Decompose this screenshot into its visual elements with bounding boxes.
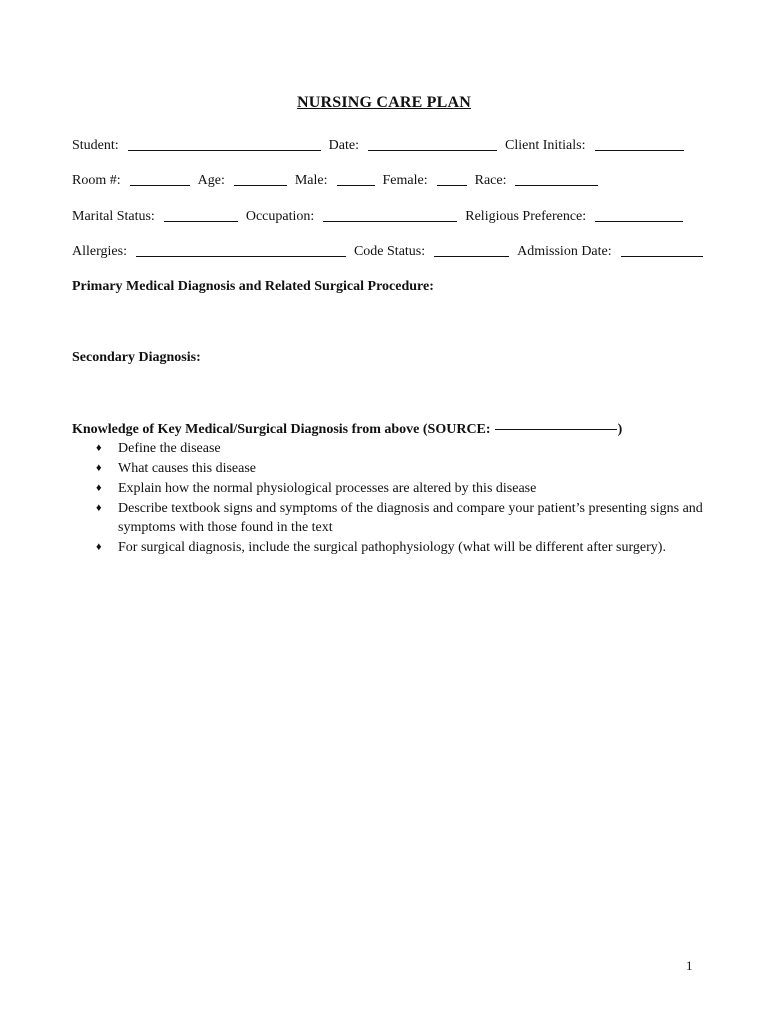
occupation-label: Occupation: [245,209,315,224]
admission-info-row [72,240,728,260]
diamond-bullet-icon: ♦ [96,462,102,474]
age-blank[interactable] [234,184,287,186]
admission-date-blank[interactable] [621,255,703,257]
code-status-blank[interactable] [434,255,509,257]
age-field [198,173,287,189]
marital-status-blank[interactable] [164,220,238,222]
age-label: Age: [197,173,225,188]
religious-preference-label: Religious Preference: [465,209,587,224]
diamond-bullet-icon: ♦ [96,482,102,494]
student-field [72,138,321,154]
date-blank[interactable] [368,149,497,151]
bullet-text: For surgical diagnosis, include the surgical pathophysiology (what will be different after surgery). [118,540,666,555]
marital-status-field [72,209,238,225]
religious-preference-field [465,209,683,225]
document-title: NURSING CARE PLAN [296,94,472,111]
admission-date-field [517,244,703,260]
source-blank[interactable] [495,428,617,430]
bullet-text: Define the disease [118,441,221,456]
code-status-field [354,244,509,260]
diamond-bullet-icon: ♦ [96,541,102,553]
date-label: Date: [328,138,359,153]
student-blank[interactable] [128,149,321,151]
bullet-text: Explain how the normal physiological processes are altered by this disease [118,481,537,496]
race-label: Race: [474,173,507,188]
room-blank[interactable] [130,184,190,186]
code-status-label: Code Status: [353,244,426,259]
allergies-label: Allergies: [72,244,127,259]
knowledge-heading [72,422,622,438]
race-field [475,173,599,189]
female-blank[interactable] [437,184,467,186]
male-label: Male: [294,173,328,188]
primary-diagnosis-heading: Primary Medical Diagnosis and Related Surgical Procedure: [72,279,434,294]
room-label: Room #: [72,173,121,188]
male-blank[interactable] [337,184,375,186]
list-item [96,439,728,458]
bullet-text: Describe textbook signs and symptoms of the diagnosis and compare your patient’s presenting signs and symptoms with those found in the text [118,501,703,535]
race-blank[interactable] [515,184,598,186]
list-item [96,538,728,557]
occupation-field [246,209,457,225]
secondary-diagnosis-heading: Secondary Diagnosis: [72,350,201,365]
female-field [383,173,467,189]
page-number: 1 [686,958,693,973]
religious-preference-blank[interactable] [595,220,683,222]
diamond-bullet-icon: ♦ [96,502,102,514]
student-info-row [72,134,728,154]
client-initials-blank[interactable] [595,149,684,151]
demographics-row [72,169,728,189]
student-label: Student: [72,138,119,153]
female-label: Female: [382,173,428,188]
male-field [295,173,375,189]
personal-info-row [72,205,728,225]
allergies-field [72,244,346,260]
admission-date-label: Admission Date: [517,244,612,259]
list-item [96,479,728,498]
knowledge-bullet-list [96,439,728,558]
knowledge-heading-text: Knowledge of Key Medical/Surgical Diagnosis from above (SOURCE: [72,422,491,437]
knowledge-heading-close: ) [617,422,623,437]
occupation-blank[interactable] [323,220,457,222]
bullet-text: What causes this disease [118,461,257,476]
allergies-blank[interactable] [136,255,346,257]
list-item [96,459,728,478]
marital-status-label: Marital Status: [72,209,155,224]
room-field [72,173,190,189]
list-item [96,499,728,537]
client-initials-label: Client Initials: [505,138,586,153]
client-initials-field [505,138,684,154]
diamond-bullet-icon: ♦ [96,442,102,454]
date-field [329,138,497,154]
